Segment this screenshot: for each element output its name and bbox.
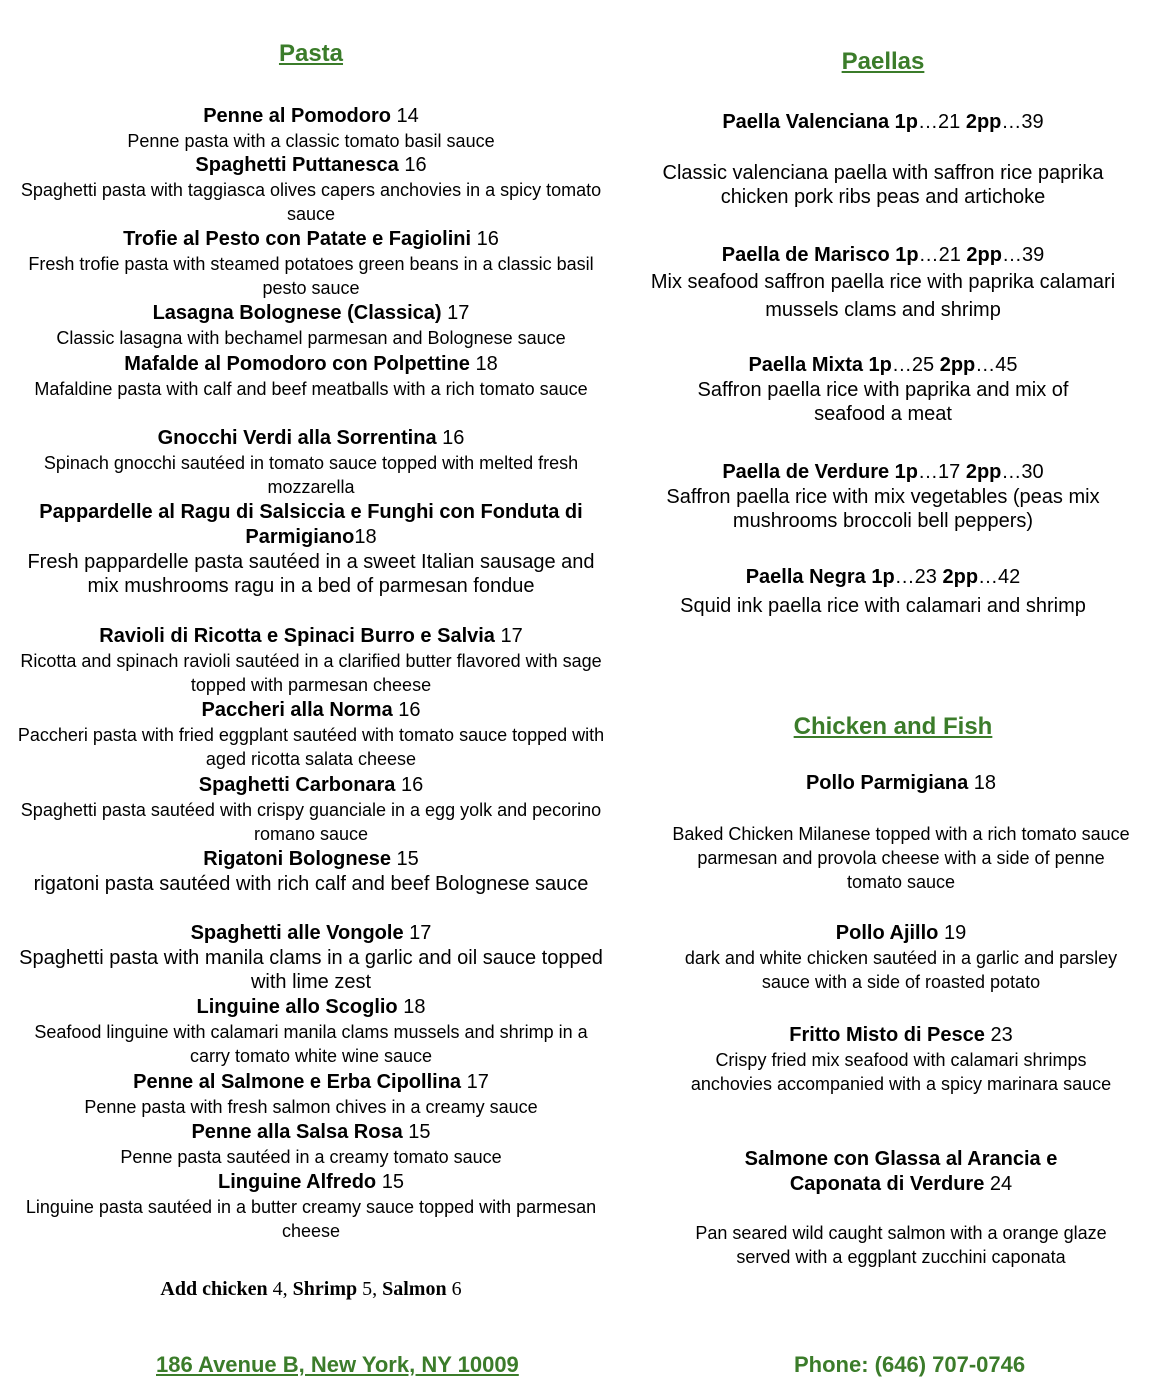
menu-item — [666, 921, 1136, 994]
addon-shrimp-label: Shrimp — [292, 1278, 358, 1300]
item-price: 14 — [391, 105, 419, 127]
item-description: Seafood linguine with calamari manila clams mussels and shrimp in a carry tomato white wine sauce — [34, 1022, 588, 1066]
menu-item — [16, 426, 606, 499]
item-price: 15 — [376, 1171, 404, 1193]
item-description: Pan seared wild caught salmon with a orange glaze served with a eggplant zucchini caponata — [695, 1223, 1107, 1267]
menu-item — [16, 352, 606, 401]
item-name: Paella de Marisco — [721, 244, 890, 266]
item-price: 16 — [436, 427, 465, 449]
item-description: Penne pasta with a classic tomato basil sauce — [127, 131, 495, 151]
addon-shrimp-price: 5, — [357, 1278, 383, 1300]
paella-item — [630, 243, 1136, 324]
menu-item — [16, 500, 606, 598]
menu-item — [16, 153, 606, 226]
item-price: 18 — [354, 526, 377, 548]
addon-chicken-label: Add chicken — [160, 1278, 268, 1300]
item-description: dark and white chicken sautéed in a garlic and parsley sauce with a side of roasted potato — [684, 948, 1118, 992]
item-description: Baked Chicken Milanese topped with a rich tomato sauce parmesan and provola cheese with a side of penne tomato sauce — [672, 824, 1130, 892]
item-name: Pappardelle al Ragu di Salsiccia e Funghi con Fonduta di Parmigiano — [39, 501, 583, 548]
price-label-2pp: 2pp — [965, 461, 1002, 483]
item-price: 17 — [461, 1071, 489, 1093]
item-description: Spaghetti pasta with manila clams in a garlic and oil sauce topped with lime zest — [19, 947, 603, 993]
footer-address[interactable]: 186 Avenue B, New York, NY 10009 — [156, 1352, 519, 1377]
menu-item — [16, 698, 606, 771]
menu-item — [666, 1147, 1136, 1269]
menu-item — [16, 995, 606, 1068]
item-price: 18 — [968, 772, 997, 794]
item-name: Spaghetti alle Vongole — [190, 922, 404, 944]
addon-salmon-label: Salmon — [382, 1278, 447, 1300]
price-1p: …25 — [891, 354, 940, 376]
menu-item — [666, 1023, 1136, 1096]
item-description: Crispy fried mix seafood with calamari shrimps anchovies accompanied with a spicy marinara sauce — [690, 1050, 1112, 1094]
item-price: 19 — [938, 922, 967, 944]
menu-item — [16, 227, 606, 300]
item-description: Spinach gnocchi sautéed in tomato sauce topped with melted fresh mozzarella — [43, 453, 579, 497]
chicken-fish-title: Chicken and Fish — [793, 713, 993, 740]
menu-item — [16, 104, 606, 153]
item-name: Pollo Parmigiana — [805, 772, 969, 794]
menu-item — [16, 1120, 606, 1169]
item-name: Paella Mixta — [748, 354, 863, 376]
item-name: Mafalde al Pomodoro con Polpettine — [124, 353, 470, 375]
price-label-1p: 1p — [865, 566, 895, 588]
item-name: Paella Negra — [745, 566, 866, 588]
price-label-2pp: 2pp — [966, 244, 1002, 266]
price-label-2pp: 2pp — [942, 566, 979, 588]
item-name: Penne alla Salsa Rosa — [191, 1121, 403, 1143]
menu-item — [16, 921, 606, 994]
footer-phone[interactable]: Phone: (646) 707-0746 — [794, 1352, 1026, 1377]
item-name: Salmone con Glassa al Arancia e Caponata di Verdure — [744, 1148, 1058, 1195]
item-name: Linguine Alfredo — [218, 1171, 377, 1193]
item-description: Spaghetti pasta sautéed with crispy guanciale in a egg yolk and pecorino romano sauce — [20, 800, 602, 844]
menu-item — [16, 301, 606, 350]
item-name: Ravioli di Ricotta e Spinaci Burro e Salvia — [99, 625, 495, 647]
price-label-1p: 1p — [862, 354, 892, 376]
menu-item — [16, 1170, 606, 1243]
item-description: Fresh trofie pasta with steamed potatoes green beans in a classic basil pesto sauce — [28, 254, 594, 298]
item-name: Penne al Pomodoro — [203, 105, 391, 127]
item-name: Rigatoni Bolognese — [203, 848, 391, 870]
item-price: 16 — [471, 228, 499, 250]
menu-item — [16, 847, 606, 896]
item-price: 16 — [398, 154, 427, 176]
item-description: Ricotta and spinach ravioli sautéed in a clarified butter flavored with sage topped with parmesan cheese — [20, 651, 602, 695]
menu-item — [666, 771, 1136, 894]
item-description: Linguine pasta sautéed in a butter creamy sauce topped with parmesan cheese — [25, 1197, 597, 1241]
item-description: Fresh pappardelle pasta sautéed in a sweet Italian sausage and mix mushrooms ragu in a bed of parmesan fondue — [27, 551, 595, 597]
item-description: Saffron paella rice with mix vegetables (peas mix mushrooms broccoli bell peppers) — [666, 486, 1100, 532]
item-price: 18 — [469, 353, 498, 375]
item-description: Squid ink paella rice with calamari and shrimp — [680, 595, 1086, 617]
price-1p: …21 — [918, 111, 966, 133]
item-price: 17 — [494, 625, 523, 647]
item-name: Penne al Salmone e Erba Cipollina — [133, 1071, 462, 1093]
price-1p: …17 — [918, 461, 966, 483]
item-description: Paccheri pasta with fried eggplant sautéed with tomato sauce topped with aged ricotta salata cheese — [17, 725, 605, 769]
price-2pp: …42 — [978, 566, 1021, 588]
item-name: Fritto Misto di Pesce — [789, 1024, 985, 1046]
price-label-1p: 1p — [889, 111, 919, 133]
item-description: Saffron paella rice with paprika and mix of seafood a meat — [697, 379, 1069, 425]
paella-item — [630, 460, 1136, 533]
item-description: Penne pasta sautéed in a creamy tomato sauce — [120, 1147, 502, 1167]
price-2pp: …45 — [975, 354, 1018, 376]
item-name: Spaghetti Puttanesca — [195, 154, 399, 176]
item-name: Spaghetti Carbonara — [198, 774, 396, 796]
paella-item — [630, 110, 1136, 209]
item-name: Paella Valenciana — [722, 111, 890, 133]
price-1p: …21 — [918, 244, 967, 266]
price-label-1p: 1p — [889, 244, 919, 266]
price-2pp: …39 — [1001, 244, 1045, 266]
item-price: 17 — [403, 922, 432, 944]
price-label-1p: 1p — [889, 461, 919, 483]
menu-item — [16, 1070, 606, 1119]
item-name: Trofie al Pesto con Patate e Fagiolini — [123, 228, 472, 250]
item-price: 16 — [392, 699, 421, 721]
addon-line — [16, 1278, 606, 1301]
item-price: 16 — [395, 774, 424, 796]
item-description: Mix seafood saffron paella rice with paprika calamari mussels clams and shrimp — [650, 271, 1116, 321]
item-description: Mafaldine pasta with calf and beef meatballs with a rich tomato sauce — [34, 379, 588, 399]
item-price: 24 — [984, 1173, 1013, 1195]
price-label-2pp: 2pp — [965, 111, 1002, 133]
item-price: 23 — [984, 1024, 1013, 1046]
item-name: Gnocchi Verdi alla Sorrentina — [157, 427, 437, 449]
paella-item — [630, 353, 1136, 426]
item-name: Paccheri alla Norma — [201, 699, 393, 721]
paellas-title: Paellas — [841, 48, 925, 75]
item-description: Classic lasagna with bechamel parmesan and Bolognese sauce — [56, 328, 566, 348]
addon-salmon-price: 6 — [446, 1278, 462, 1300]
item-name: Pollo Ajillo — [835, 922, 939, 944]
paella-item — [630, 565, 1136, 618]
pasta-title: Pasta — [278, 40, 344, 67]
item-description: Classic valenciana paella with saffron rice paprika chicken pork ribs peas and artichoke — [662, 162, 1104, 208]
menu-item — [16, 624, 606, 697]
item-price: 15 — [390, 848, 419, 870]
item-description: Penne pasta with fresh salmon chives in a creamy sauce — [84, 1097, 538, 1117]
item-name: Lasagna Bolognese (Classica) — [152, 302, 442, 324]
price-1p: …23 — [894, 566, 943, 588]
addon-chicken-price: 4, — [267, 1278, 293, 1300]
price-label-2pp: 2pp — [939, 354, 976, 376]
item-price: 17 — [441, 302, 470, 324]
item-price: 15 — [402, 1121, 431, 1143]
item-price: 18 — [397, 996, 426, 1018]
price-2pp: …39 — [1001, 111, 1044, 133]
price-2pp: …30 — [1001, 461, 1044, 483]
item-name: Linguine allo Scoglio — [196, 996, 398, 1018]
item-name: Paella de Verdure — [722, 461, 890, 483]
item-description: Spaghetti pasta with taggiasca olives capers anchovies in a spicy tomato sauce — [20, 180, 602, 224]
menu-item — [16, 773, 606, 846]
item-description: rigatoni pasta sautéed with rich calf and beef Bolognese sauce — [33, 873, 589, 895]
